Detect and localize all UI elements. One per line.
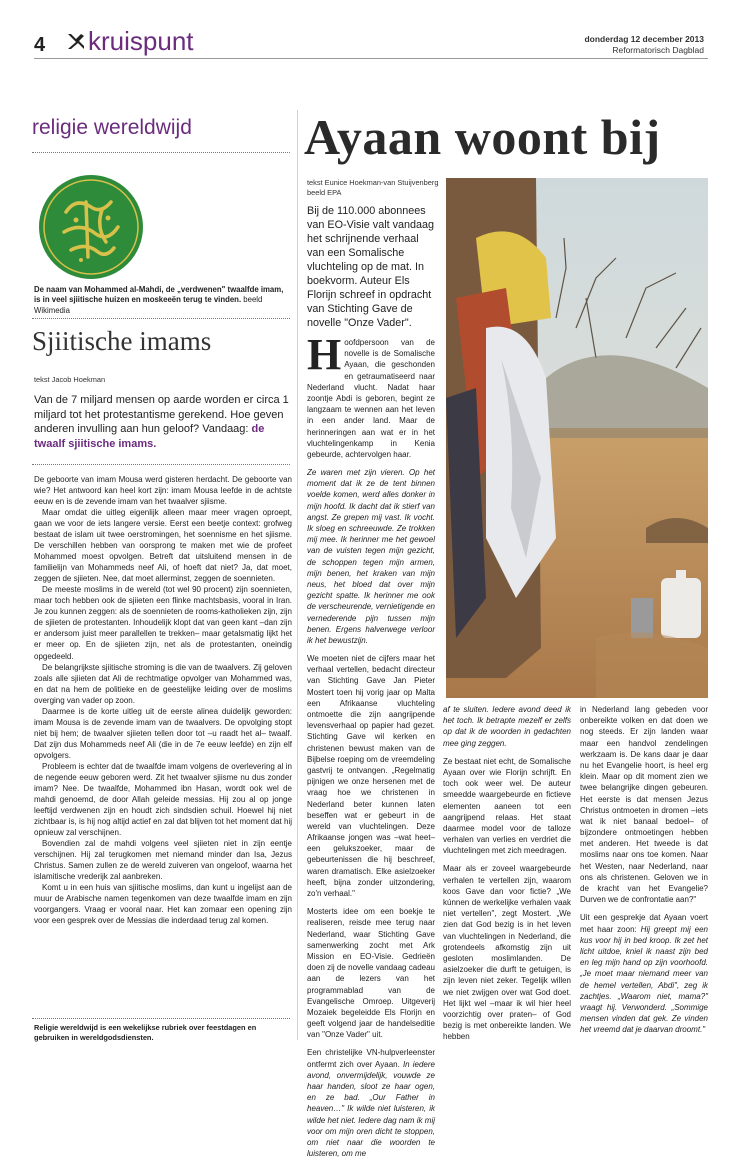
sidebar-headline: Sjiitische imams [32, 326, 212, 356]
paragraph: De belangrijkste sjiitische stroming is die van de twaalvers. Zij geloven zoals alle sjiieten dat Ali de rechtmatige opvolger van Mohammed was, en dat na hem de politieke en de geestelijke leiding over de moslims overging van vader op zoon. [34, 662, 292, 705]
paragraph-text: Uit een gesprekje dat Ayaan voert met haar zoon: [580, 913, 708, 934]
sidebar-intro [34, 393, 292, 451]
paragraph: Bovendien zal de mahdi volgens veel sjiieten niet in zijn eentje verschijnen. Hij zal terugkomen met niemand minder dan Isa, Jezus Christus. Samen zullen ze de wereld zuiveren van ongeloof, waarna het islamitische vrederijk zal aanbreken. [34, 839, 292, 882]
paragraph: in Nederland lang gebeden voor onbereikte volken en dat doen we nog steeds. Er zijn landen waar maar een handvol zendelingen werkzaam is. De kans daar je daar nu het Evangelie hoort, is heel erg klein. Maar op dit moment zien we twee belangrijke dingen gebeuren. Het eerste is dat mensen Jezus Christus ontmoeten in dromen –iets wat ik niet banaal bedoel– of bijzondere ontmoetingen hebben met anderen. Het tweede is dat moslims naar ons toe komen. Naar het Westen, naar Nederland, naar ons als christenen. Geloven we in de kracht van het Evangelie? Durven we de confrontatie aan?" [580, 705, 708, 905]
byline-text: tekst Eunice Hoekman-van Stuijvenberg [307, 178, 439, 187]
article-column-2 [443, 704, 571, 1049]
paragraph: Komt u in een huis van sjiitische moslims, dan kunt u ingelijst aan de muur de Arabische namen tegenkomen van deze twaalfde imam en zijn voorgangers. Vraag er vooral naar. Het kan zomaar een opening zijn voor een gesprek over de Messias die inderdaad terug zal komen. [34, 883, 292, 926]
article-column-3 [580, 704, 708, 1042]
paragraph-text: oofdpersoon van de novelle is de Somalische Ayaan, die geschonden en getraumatiseerd naar Nederland vlucht. Nadat haar zoontje Abdi is geboren, begint ze langzaam te wennen aan het leven in een ander land. Maar de herinneringen aan wat er in het vluchtelingenkamp in Kenia gebeurde, achtervolgen haar. [307, 338, 435, 459]
intro-text: Van de 7 miljard mensen op aarde worden er circa 1 miljard tot het protestantisme gerekend. Hoe geven anderen invulling aan hun geloof? Vandaag: [34, 394, 289, 436]
italic-quote: af te sluiten. Iedere avond deed ik het toch. Ik betrapte mezelf er zelfs op dat ik de woorden in gedachten mee ging zeggen. [443, 705, 571, 748]
intro-highlight: de twaalf sjiitische imams. [34, 423, 265, 450]
paragraph-text: Een christelijke VN-hulpverleenster ontfermt zich over Ayaan. [307, 1048, 435, 1069]
page-number: 4 [34, 34, 46, 56]
sidebar-body [34, 474, 292, 926]
drop-cap: H [307, 330, 342, 379]
paragraph: Maar omdat die uitleg eigenlijk alleen maar meer vragen oproept, gaan we voor de iets langere versie. Eerst een beetje context: grofweg bestaat de islam uit twee oerstromingen, het soennisme en het sjiisme. De verschillen hebben van oorsprong te maken met wie de profeet Mohammed moest opvolgen. Betreft dat uitsluitend mensen in de familielijn van Mohammeds neef Ali, of hoeft dat niet? Ja, dat moet, zeggen de sjiieten. Nee, dat moet allerminst, zeggen de soennieten. [34, 508, 292, 584]
header-divider [34, 58, 708, 59]
column-rule [297, 110, 298, 1040]
image-caption [34, 285, 292, 316]
paper-name: Reformatorisch Dagblad [612, 45, 704, 56]
sidebar-footer: Religie wereldwijd is een wekelijkse rubriek over feestdagen en gebruiken in wereldgodsdiensten. [34, 1023, 257, 1042]
paragraph: We moeten niet de cijfers maar het verhaal vertellen, bedacht directeur van Stichting Gave Jan Pieter Mostert toen hij vorig jaar op Malta een Afrikaanse vluchteling ontmoette die zijn aangrijpende levensverhaal op papier had gezet. Stichting Gave wil kerken en christenen bewust maken van de Bijbelse roeping om de vreemdeling gastvrij te ontvangen. „Regelmatig pijnigen we onze hersenen met de vraag hoe we christenen in Nederland beter kunnen laten beseffen wat er gebeurt in de wereld van vluchtelingen. Deze Afrikaanse jongen was –wat heet– een gelukszoeker, maar de gebeurtenissen die hij beschreef, waren dramatisch. Elke asielzoeker heeft, bijna zonder uitzondering, zo'n verhaal." [307, 654, 435, 898]
italic-quote: Ze waren met zijn vieren. Op het moment dat ik ze de tent binnen voelde komen, werd alles donker in mijn hoofd. Ik dacht dat ik stierf van angst. Ze grepen mij vast. Ik vocht. Ik sloeg en schreeuwde. Ze trokken mij mee. Ik herinner me het gewoel van de vuisten tegen mijn gezicht, de schoppen tegen mijn armen, mijn benen, het kraken van mijn neus, het bloed dat over mijn gezicht spatte. Ik herinner me ook de verscheurende, vernietigende en vernederende pijn tussen mijn benen. Ergens halverwege verloor ik het bewustzijn. [307, 468, 435, 645]
dotted-divider [32, 318, 290, 319]
paragraph: Mosterts idee om een boekje te realiseren, reisde mee terug naar Nederland, waar Stichting Gave samenwerking zocht met Ark Mission en EO-Visie. Gedrieën doen zij de novelle vandaag cadeau aan de lezers van het programmablad van de Evangelische Omroep. Uitgeverij Mozaiek begeleidde Els Florijn en geeft volgend jaar de handelseditie van "Onze Vader" uit. [307, 907, 435, 1040]
article-byline [307, 178, 438, 197]
mahdi-calligraphy-seal-image [36, 172, 146, 282]
dotted-divider [32, 1018, 290, 1019]
paragraph: Ze bestaat niet echt, de Somalische Ayaan over wie Florijn schrijft. En toch ook weer wel. De auteur smeedde waargebeurde en fictieve elementen aaneen tot een aangrijpend relaas. Het staat daarmee model voor de talloze verhalen van verlies en verdriet die vluchtelingen met zich meedragen. [443, 756, 571, 856]
dateline [584, 34, 704, 57]
paragraph: De geboorte van imam Mousa werd gisteren herdacht. De geboorte van wie? Het antwoord kan heel kort zijn: imam Mousa leefde in de achtste eeuw en is de zevende imam van het twaalver sjiisme. [34, 475, 292, 507]
paragraph [307, 1047, 435, 1159]
italic-quote: Hij greept mij een kus voor hij in bed kroop. Ik zet het licht uitdoe, kniel ik naast zijn bed en leg mijn hand op zijn voorhoofd. „Je moet maar niemand meer van de hemel vertellen, Abdi", zeg ik zachtjes. „Waarom niet, mama?" vraagt hij. Verwonderd. „Sommige mensen vinden dat gek. Ze vinden het vreemd dat je daarvan droomt." [580, 924, 708, 1035]
byline-photo: beeld EPA [307, 187, 342, 197]
sidebar-byline: tekst Jacob Hoekman [34, 375, 106, 384]
article-headline: Ayaan woont bij [304, 109, 661, 165]
dotted-divider [32, 152, 290, 153]
refugee-camp-photo [446, 178, 708, 698]
paragraph [307, 330, 435, 460]
kruispunt-logo-icon [66, 31, 86, 51]
article-column-1 [307, 330, 435, 1166]
date: donderdag 12 december 2013 [584, 34, 704, 44]
caption-credit: beeld Wikimedia [34, 295, 263, 315]
section-title: kruispunt [88, 26, 194, 56]
article-intro: Bij de 110.000 abonnees van EO-Visie valt vandaag het schrijnende verhaal van een Somalische vluchteling op de mat. In boekvorm. Auteur Els Florijn schreef in opdracht van Stichting Gave de novelle "Onze Vader". [307, 205, 435, 330]
paragraph: Maar als er zoveel waargebeurde verhalen te vertellen zijn, waarom koos Gave dan voor fictie? „We kúnnen de werkelijke verhalen vaak niet vertellen", zegt Mostert. „We zien dat God bezig is in het leven van vluchtelingen in Nederland, die grotendeels afkomstig zijn uit gesloten moslimlanden. De asielzoeker die durft te getuigen, is zijn leven niet zeker. Tegelijk willen we niet zwijgen over wat God doet. Het lijkt wel –maar ik wil hier heel voorzichtig over praten– of God bezig is met onbereikte landen. We hebben [443, 864, 571, 1042]
paragraph: De meeste moslims in de wereld (tot wel 90 procent) zijn soennieten, maar toch hebben ook de sjiieten een flinke machtsbasis, vooral in Iran. Je zou kunnen zeggen: als de soennieten de rooms-katholieken zijn, zijn de sjiieten de protestanten. Inhoudelijk klopt dat van geen kant –dan zijn er andersom juist meer parallellen te trekken– maar getalsmatig lijkt het er meer op. En de sjiieten zijn, net als de protestanten, oneindig opgedeeld. [34, 585, 292, 661]
caption-text: De naam van Mohammed al-Mahdi, de „verdwenen" twaalfde imam, is in veel sjiitische huizen en moskeeën terug te vinden. [34, 285, 284, 305]
paragraph: Probleem is echter dat de twaalfde imam volgens de overlevering al in de negende eeuw geboren werd. Zit het twaalver sjiisme nu dus zonder imam? Nee. De twaalfde, Mohammed ibn Hasan, wordt ook wel de mahdi genoemd, de door Allah geleide messias. Hij zou al op jonge leeftijd verdwenen zijn en houdt zich sindsdien schuil. Hoewel hij niet zichtbaar is, is hij nog altijd actief en zal dat blijven tot het moment dat hij opnieuw zal verschijnen. [34, 761, 292, 837]
paragraph: Daarmee is de korte uitleg uit de eerste alinea duidelijk geworden: imam Mousa is de zevende imam van de twaalvers. De opvolging stopt niet bij hem; de twaalver sjiieten tellen door tot –u raadt het al– twaalf. Dat zijn dus Mohammeds neef Ali (die in de 7e eeuw leefde) en zijn elf opvolgers. [34, 706, 292, 760]
column-label: religie wereldwijd [32, 116, 192, 139]
italic-quote: In iedere avond, onvermijdelijk, vouwde ze haar handen, sloot ze haar ogen, en ze bad. „Our Father in heaven…" Ik wilde niet luisteren, ik wilde het niet. Iedere dag nam ik mij voor om mijn oren dicht te stoppen, om niet naar die woorden te luisteren, om me [307, 1059, 435, 1159]
dotted-divider [32, 464, 290, 465]
paragraph [580, 912, 708, 1035]
